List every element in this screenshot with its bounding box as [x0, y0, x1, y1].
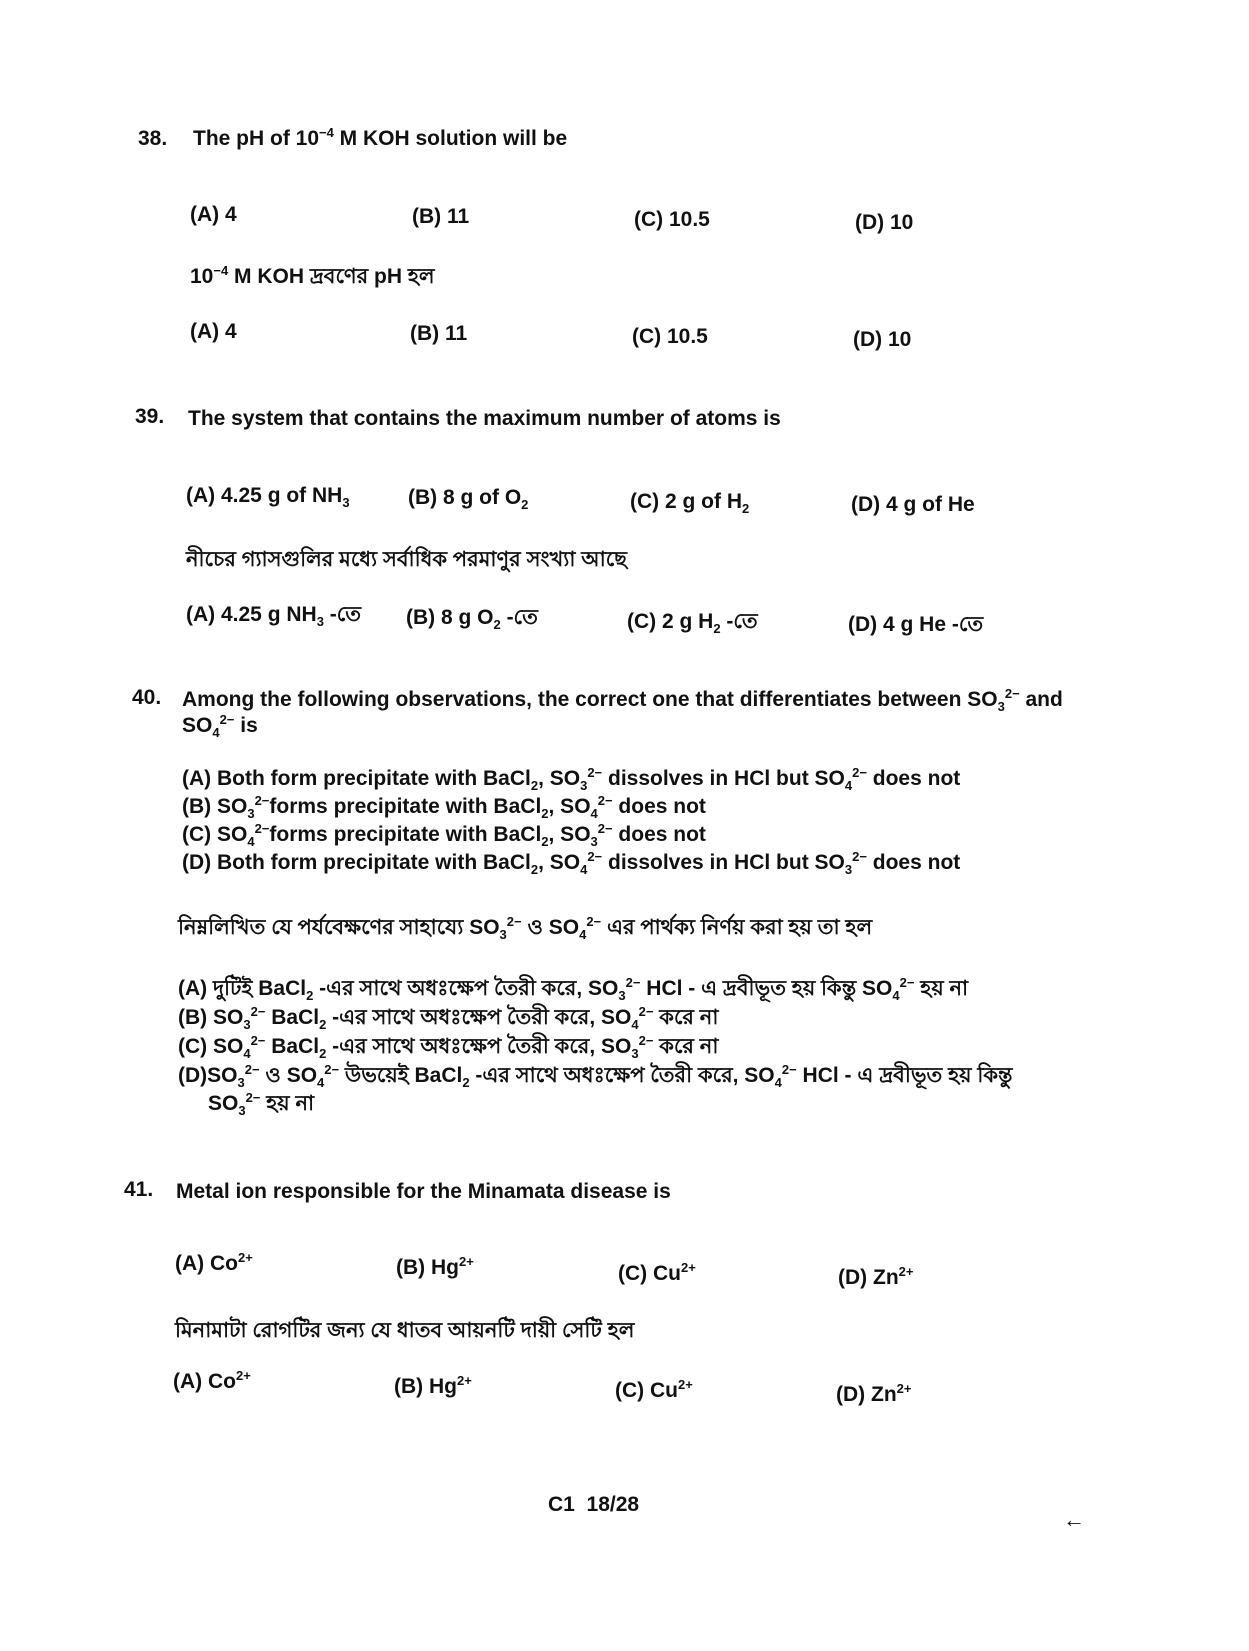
question-text-bn: $10^{-4}$ M KOH দ্রবণের pH হল: [190, 263, 435, 288]
question-text-bn: নীচের গ্যাসগুলির মধ্যে সর্বাধিক পরমাণুর সংখ্যা আছে: [186, 548, 627, 571]
option-b: (B) $SO_3^{2-}$ BaCl$_2$ -এর সাথে অধঃক্ষেপ তৈরী করে, $SO_4^{2-}$ করে না: [178, 1004, 719, 1033]
option-a: (A) দুটিই BaCl$_2$ -এর সাথে অধঃক্ষেপ তৈরী করে, $SO_3^{2-}$ HCl - এ দ্রবীভূত হয় কিন্তু $SO_4^{2-}$ হয় না: [178, 975, 969, 1004]
option-a: (A) 4: [190, 320, 237, 343]
question-number: 38.: [138, 127, 168, 150]
arrow-left-icon: ←: [1063, 1507, 1085, 1532]
option-b: (B) $SO_3^{2-}forms$ precipitate with BaCl$_2$, $SO_4^{2-}$ does not: [182, 793, 706, 822]
question-text-en: The system that contains the maximum number of atoms is: [188, 407, 781, 430]
option-b: (B) 8 g of $O_2$: [408, 486, 529, 513]
question-number: 40.: [132, 686, 162, 709]
option-b: (B) 8 g $O_2$ -তে: [406, 606, 538, 633]
option-d: (D) $Zn^{2+}$: [836, 1381, 912, 1406]
option-c: (C) 2 g $H_2$ -তে: [627, 610, 758, 637]
option-a: (A) 4: [190, 203, 237, 226]
booklet-code: C1: [548, 1493, 575, 1516]
option-d-cont: $SO_3^{2-}$ হয় না: [208, 1090, 315, 1119]
question-number: 41.: [124, 1178, 154, 1201]
question-text-bn: মিনামাটা রোগটির জন্য যে ধাতব আয়নটি দায়ী সেটি হল: [175, 1319, 635, 1342]
option-b: (B) $Hg^{2+}$: [396, 1254, 474, 1279]
option-d: $(D)SO_3^{2-}$ ও $SO_4^{2-}$ উভয়েই BaCl$_2$ -এর সাথে অধঃক্ষেপ তৈরী করে, $SO_4^{2-}$ HCl - এ দ্রবীভূত হয় কিন্তু: [178, 1062, 1013, 1091]
option-b: (B) 11: [412, 205, 470, 228]
option-a: (A) $Co^{2+}$: [175, 1250, 253, 1275]
option-d: (D) 10: [853, 328, 912, 351]
option-d: (D) 10: [855, 211, 914, 234]
option-c: (C) $SO_4^{2-}$ BaCl$_2$ -এর সাথে অধঃক্ষেপ তৈরী করে, $SO_3^{2-}$ করে না: [178, 1033, 719, 1062]
page-number: 18/28: [586, 1493, 640, 1516]
question-text-en: The pH of $10^{-4}$ M KOH solution will be: [193, 125, 568, 150]
option-a: (A) $Co^{2+}$: [173, 1368, 251, 1393]
question-text-en-cont: $SO_4^{2-}$ is: [182, 712, 258, 741]
option-c: (C) $Cu^{2+}$: [615, 1377, 693, 1402]
question-number: 39.: [135, 405, 165, 428]
option-b: (B) $Hg^{2+}$: [394, 1373, 472, 1398]
option-c: (C) $Cu^{2+}$: [618, 1260, 696, 1285]
option-a: (A) Both form precipitate with BaCl$_2$, $SO_3^{2-}$ dissolves in HCl but $SO_4^{2-}$ does not: [182, 765, 961, 794]
question-text-en: Among the following observations, the correct one that differentiates between $SO_3^{2-}$ and: [182, 686, 1063, 715]
option-a: (A) 4.25 g $NH_3$ -তে: [186, 603, 362, 630]
option-a: (A) 4.25 g of $NH_3$: [186, 484, 350, 511]
option-c: (C) 10.5: [632, 325, 708, 348]
option-b: (B) 11: [410, 322, 468, 345]
option-c: (C) 10.5: [634, 208, 710, 231]
question-text-en: Metal ion responsible for the Minamata disease is: [176, 1180, 671, 1203]
option-c: (C) $SO_4^{2-}forms$ precipitate with BaCl$_2$, $SO_3^{2-}$ does not: [182, 821, 706, 850]
option-d: (D) $Zn^{2+}$: [838, 1264, 914, 1289]
option-c: (C) 2 g of $H_2$: [630, 490, 750, 517]
option-d: (D) 4 g He -তে: [848, 613, 984, 636]
option-d: (D) 4 g of He: [851, 493, 975, 516]
question-text-bn: নিম্নলিখিত যে পর্যবেক্ষণের সাহায্যে $SO_3^{2-}$ ও $SO_4^{2-}$ এর পার্থক্য নির্ণয় করা হয় তা হল: [178, 914, 873, 943]
page-footer: [548, 1493, 639, 1517]
option-d: (D) Both form precipitate with BaCl$_2$, $SO_4^{2-}$ dissolves in HCl but $SO_3^{2-}$ does not: [182, 849, 961, 878]
